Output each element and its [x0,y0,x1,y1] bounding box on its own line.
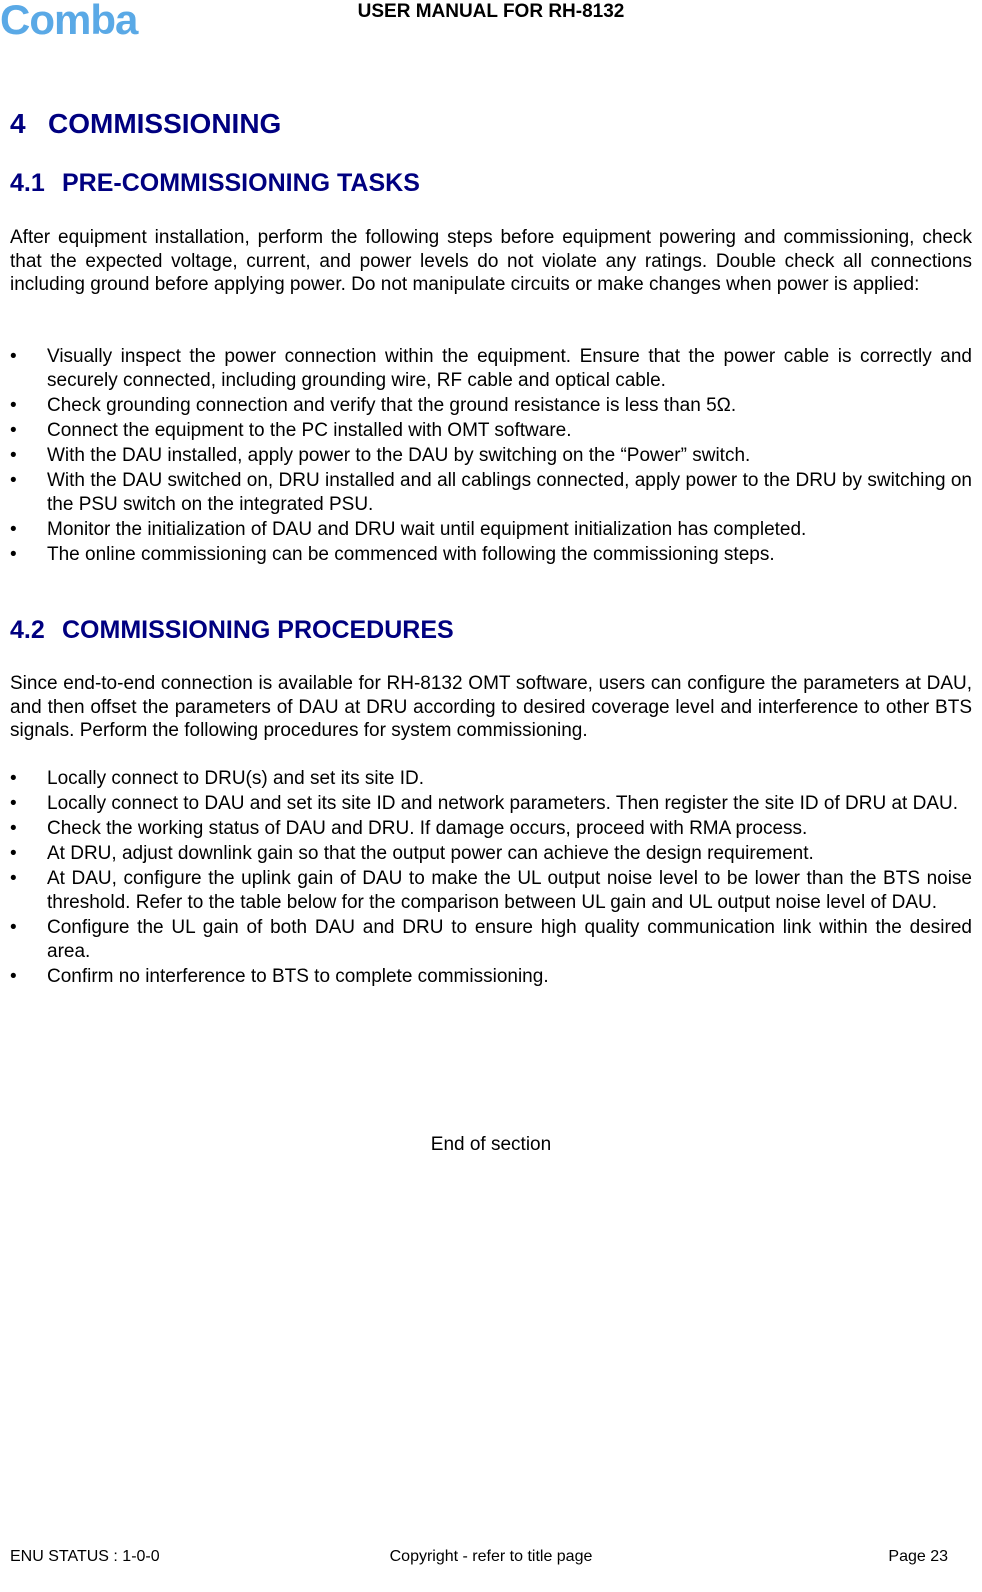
bullet: • [10,843,17,865]
list-item-text: The online commissioning can be commenced with following the commissioning steps. [47,543,775,565]
list-item-text: At DAU, configure the uplink gain of DAU to make the UL output noise level to be lower than the BTS noise threshold. Refer to the table below for the comparison between UL gain and UL output noise level of DAU. [47,868,972,913]
chapter-number: 4 [10,108,26,139]
bullet: • [10,469,17,491]
bullet: • [10,793,17,815]
list-item-text: Confirm no interference to BTS to complete commissioning. [47,965,549,987]
footer-page-number: Page 23 [888,1548,948,1565]
bullet: • [10,419,17,441]
list-item-text: With the DAU installed, apply power to the DAU by switching on the “Power” switch. [47,444,751,466]
list-item-text: Visually inspect the power connection within the equipment. Ensure that the power cable is correctly and securely connected, including grounding wire, RF cable and optical cable. [47,346,972,391]
end-of-section: End of section [430,1134,552,1155]
commissioning-procedure-list [10,767,972,990]
bullet: • [10,444,17,466]
list-item [10,867,972,914]
bullet: • [10,346,17,367]
section-number: 4.2 [10,616,45,644]
list-item [10,469,972,516]
footer-copyright: Copyright - refer to title page [389,1548,593,1565]
pre-commissioning-task-list [10,345,972,568]
list-item [10,543,972,567]
header-title: USER MANUAL FOR RH-8132 [357,1,625,22]
bullet: • [10,818,17,840]
list-item [10,817,972,841]
section-intro-commissioning-procedures: Since end-to-end connection is available for RH-8132 OMT software, users can configure the parameters at DAU, and then offset the parameters of DAU at DRU according to desired coverage level and interference to other BTS signals. Perform the following procedures for system commissioning. [10,673,972,742]
list-item [10,345,972,392]
list-item-text: Check the working status of DAU and DRU. If damage occurs, proceed with RMA process. [47,818,808,840]
section-title: PRE-COMMISSIONING TASKS [62,169,420,197]
list-item-text: Monitor the initialization of DAU and DRU wait until equipment initialization has completed. [47,518,807,540]
list-item-text: With the DAU switched on, DRU installed and all cablings connected, apply power to the DRU by switching on the PSU switch on the integrated PSU. [47,469,972,515]
section-heading-pre-commissioning [10,169,420,198]
list-item-text: Locally connect to DRU(s) and set its site ID. [47,768,424,789]
list-item [10,842,972,866]
list-item [10,767,972,791]
list-item [10,916,972,963]
list-item [10,444,972,468]
bullet: • [10,394,17,416]
bullet: • [10,768,17,789]
section-heading-commissioning-procedures [10,616,454,645]
chapter-title: COMMISSIONING [48,108,282,139]
list-item [10,394,972,418]
section-intro-pre-commissioning: After equipment installation, perform the following steps before equipment powering and commissioning, check that the expected voltage, current, and power levels do not violate any ratings. Double check all connections including ground before applying power. Do not manipulate circuits or make changes when power is applied: [10,227,972,296]
list-item-text: At DRU, adjust downlink gain so that the output power can achieve the design requirement. [47,843,814,865]
list-item [10,518,972,542]
list-item-text: Connect the equipment to the PC installed with OMT software. [47,419,572,441]
list-item-text: Locally connect to DAU and set its site ID and network parameters. Then register the site ID of DRU at DAU. [47,793,958,815]
section-number: 4.1 [10,169,45,197]
list-item [10,965,972,989]
list-item [10,419,972,443]
bullet: • [10,543,17,565]
svg-text:Comba: Comba [0,0,138,40]
section-title: COMMISSIONING PROCEDURES [62,616,454,644]
list-item-text: Configure the UL gain of both DAU and DRU to ensure high quality communication link within the desired area. [47,917,972,962]
bullet: • [10,965,17,987]
bullet: • [10,518,17,540]
bullet: • [10,917,17,939]
bullet: • [10,868,17,890]
chapter-heading [10,108,281,140]
list-item [10,792,972,816]
list-item-text: Check grounding connection and verify that the ground resistance is less than 5Ω. [47,394,737,416]
footer-status: ENU STATUS : 1-0-0 [10,1548,160,1565]
